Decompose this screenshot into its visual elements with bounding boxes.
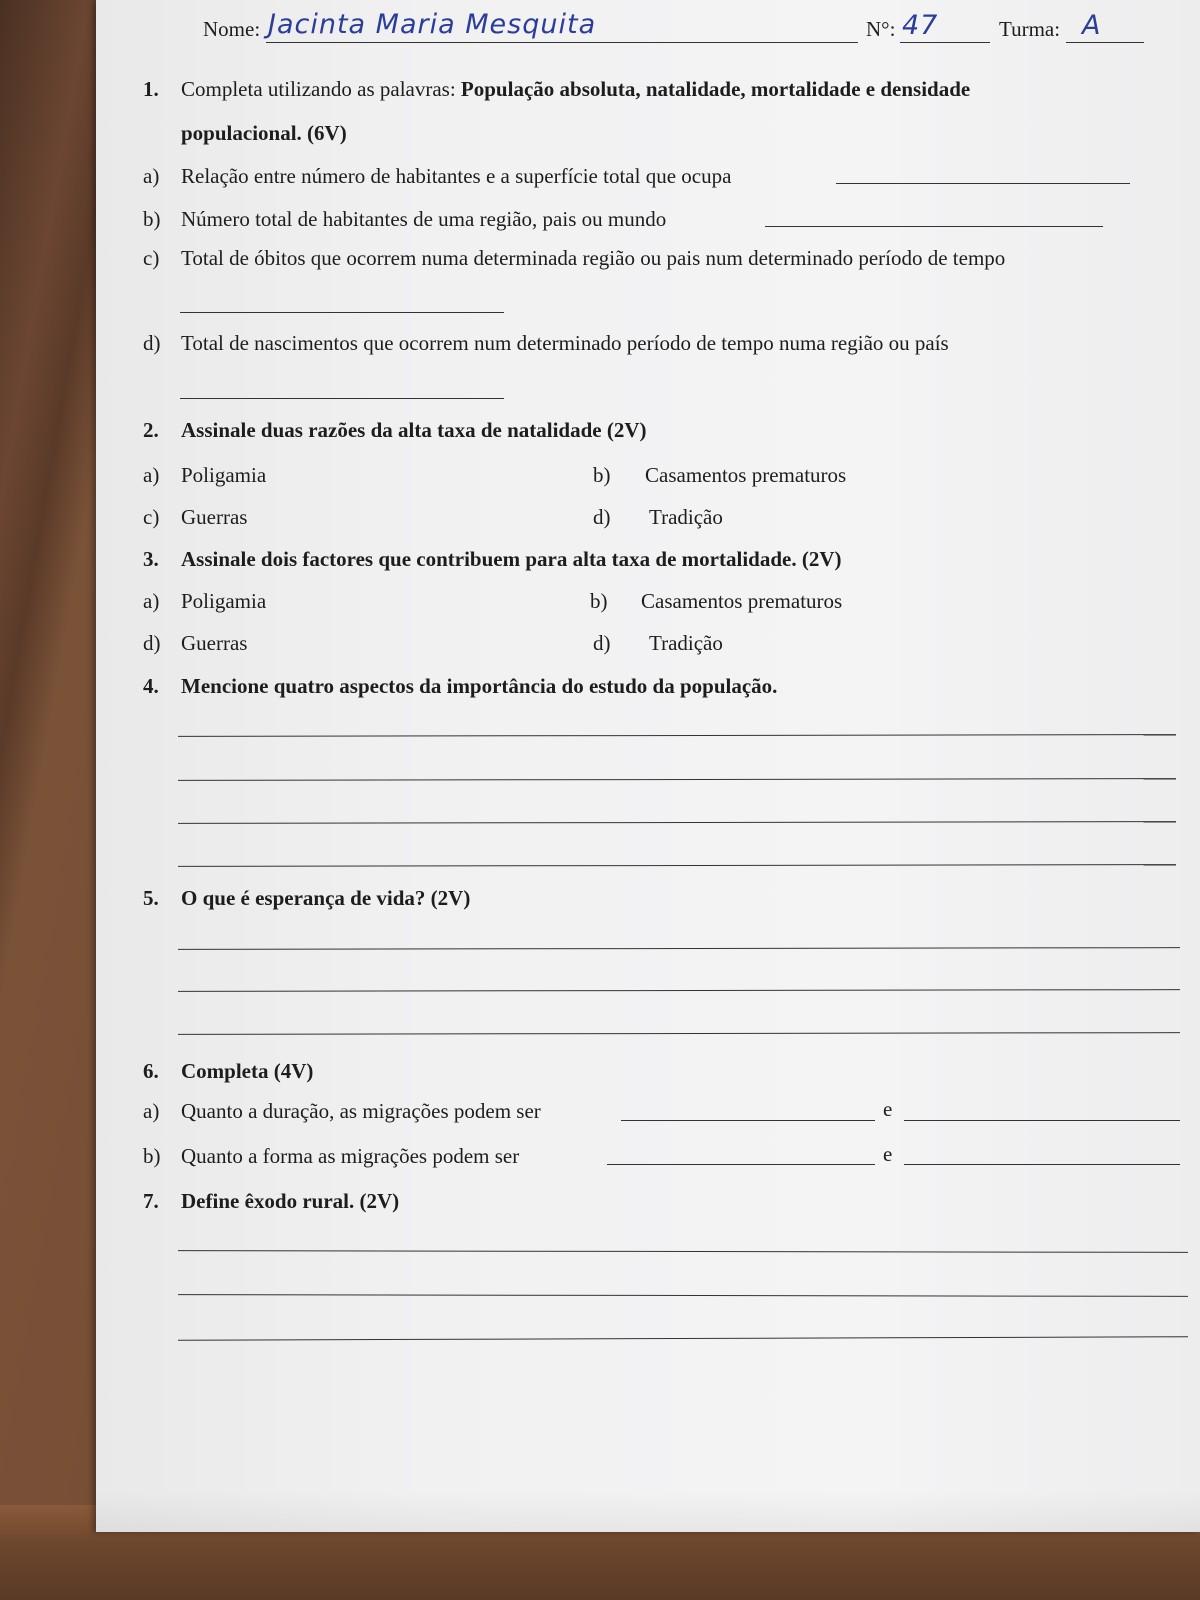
q6-b-letter: b) [143,1144,161,1168]
q1-b-answer-line[interactable] [765,226,1103,227]
name-label: Nome: [203,17,261,41]
q3-c-letter: d) [143,631,161,655]
q1-c-letter: c) [143,246,160,270]
q2-b-letter: b) [593,463,611,487]
q2-option-b[interactable]: Casamentos prematuros [645,463,847,487]
q6-a-text: Quanto a duração, as migrações podem ser [181,1099,541,1123]
q4-number: 4. [143,674,159,698]
q1-b-letter: b) [143,207,161,231]
q5-number: 5. [143,886,159,910]
q1-d-letter: d) [143,331,161,355]
q1-intro: Completa utilizando as palavras: [181,77,461,101]
q2-option-d[interactable]: Tradição [649,505,723,529]
q6-b-and: e [883,1142,893,1166]
q3-option-a[interactable]: Poligamia [181,589,267,613]
q7-title: Define êxodo rural. (2V) [181,1189,400,1213]
paper-bottom-shadow [96,1490,1200,1532]
q3-title: Assinale dois factores que contribuem para alta taxa de mortalidade. (2V) [181,547,842,571]
class-line[interactable] [1066,42,1144,43]
q1-word-list-cont: populacional. (6V) [181,121,347,145]
q6-b-text: Quanto a forma as migrações podem ser [181,1144,520,1168]
q1-number: 1. [143,77,159,101]
q6-a-and: e [883,1097,893,1121]
q3-b-letter: b) [590,589,608,613]
q6-a-answer-line-2[interactable] [904,1120,1180,1121]
q1-c-answer-line[interactable] [180,312,504,313]
q1-d-answer-line[interactable] [180,398,504,399]
q3-option-b[interactable]: Casamentos prematuros [641,589,843,613]
q3-option-c[interactable]: Guerras [181,631,248,655]
q1-instruction [181,77,970,102]
q6-b-answer-line-2[interactable] [904,1164,1180,1165]
q2-option-a[interactable]: Poligamia [181,463,267,487]
q1-d-text: Total de nascimentos que ocorrem num determinado período de tempo numa região ou país [181,331,949,355]
q5-title: O que é esperança de vida? (2V) [181,886,471,910]
q3-d-letter: d) [593,631,611,655]
q2-option-c[interactable]: Guerras [181,505,248,529]
q6-number: 6. [143,1059,159,1083]
q2-c-letter: c) [143,505,160,529]
class-label: Turma: [999,17,1061,41]
q2-number: 2. [143,418,159,442]
q6-title: Completa (4V) [181,1059,314,1083]
q1-a-letter: a) [143,164,160,188]
q3-option-d[interactable]: Tradição [649,631,723,655]
q6-a-answer-line-1[interactable] [621,1120,875,1121]
q7-number: 7. [143,1189,159,1213]
name-handwritten: Jacinta Maria Mesquita [268,9,597,40]
number-handwritten: 47 [902,10,939,41]
q4-title: Mencione quatro aspectos da importância do estudo da população. [181,674,778,698]
q1-b-text: Número total de habitantes de uma região, pais ou mundo [181,207,667,231]
q1-a-text: Relação entre número de habitantes e a superfície total que ocupa [181,164,732,188]
number-line[interactable] [900,42,990,43]
q3-number: 3. [143,547,159,571]
q6-b-answer-line-1[interactable] [607,1164,875,1165]
name-line[interactable] [266,42,858,43]
q3-a-letter: a) [143,589,160,613]
q2-d-letter: d) [593,505,611,529]
q2-title: Assinale duas razões da alta taxa de natalidade (2V) [181,418,647,442]
number-label: N°: [866,17,896,41]
class-handwritten: A [1082,10,1102,41]
q1-a-answer-line[interactable] [836,183,1130,184]
q1-c-text: Total de óbitos que ocorrem numa determinada região ou pais num determinado período de tempo [181,246,1006,270]
q1-word-list: População absoluta, natalidade, mortalidade e densidade [460,77,971,101]
q2-a-letter: a) [143,463,160,487]
q6-a-letter: a) [143,1099,160,1123]
